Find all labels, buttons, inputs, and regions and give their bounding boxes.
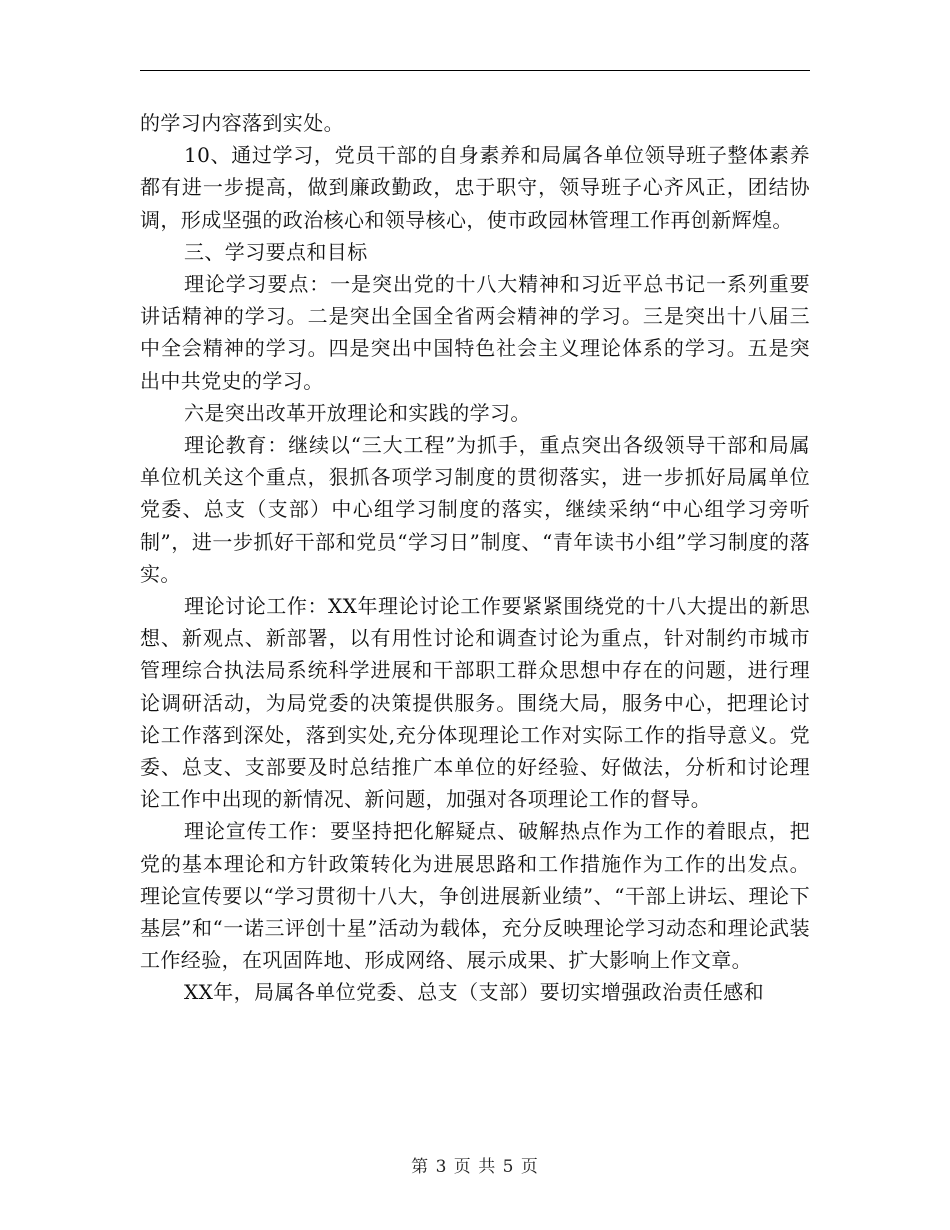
paragraph: 的学习内容落到实处。 — [140, 111, 344, 135]
paragraph: 六是突出改革开放理论和实践的学习。 — [184, 400, 531, 425]
paragraph: XX年，局属各单位党委、总支（支部）要切实增强政治责任感和 — [184, 980, 765, 1005]
page-number-footer: 第 3 页 共 5 页 — [411, 1157, 539, 1177]
body-text — [140, 107, 810, 1009]
paragraph: 理论学习要点：一是突出党的十八大精神和习近平总书记一系列重要讲话精神的学习。二是突出全国全省两会精神的学习。三是突出十八届三中全会精神的学习。四是突出中国特色社会主义理论体系的学习。五是突出中共党史的学习。 — [140, 272, 810, 393]
paragraph: 理论讨论工作：XX年理论讨论工作要紧紧围绕党的十八大提出的新思想、新观点、新部署，以有用性讨论和调查讨论为重点，针对制约市城市管理综合执法局系统科学进展和干部职工群众思想中存在的问题，进行理论调研活动，为局党委的决策提供服务。围绕大局，服务中心，把理论讨论工作落到深处，落到实处,充分体现理论工作对实际工作的指导意义。党委、总支、支部要及时总结推广本单位的好经验、好做法，分析和讨论理论工作中出现的新情况、新问题，加强对各项理论工作的督导。 — [140, 594, 810, 812]
paragraph: 10、通过学习，党员干部的自身素养和局属各单位领导班子整体素养都有进一步提高，做到廉政勤政，忠于职守，领导班子心齐风正，团结协调，形成坚强的政治核心和领导核心，使市政园林管理工作再创新辉煌。 — [140, 143, 810, 232]
header-rule — [140, 70, 810, 71]
paragraph: 理论宣传工作：要坚持把化解疑点、破解热点作为工作的着眼点，把党的基本理论和方针政策转化为进展思路和工作措施作为工作的出发点。理论宣传要以“学习贯彻十八大，争创进展新业绩”、“干部上讲坛、理论下基层”和“一诺三评创十星”活动为载体，充分反映理论学习动态和理论武装工作经验，在巩固阵地、形成网络、展示成果、扩大影响上作文章。 — [140, 819, 810, 973]
paragraph: 理论教育：继续以“三大工程”为抓手，重点突出各级领导干部和局属单位机关这个重点，狠抓各项学习制度的贯彻落实，进一步抓好局属单位党委、总支（支部）中心组学习制度的落实，继续采纳“中心组学习旁听制”，进一步抓好干部和党员“学习日”制度、“青年读书小组”学习制度的落实。 — [140, 433, 810, 586]
section-heading: 三、学习要点和目标 — [184, 239, 368, 264]
